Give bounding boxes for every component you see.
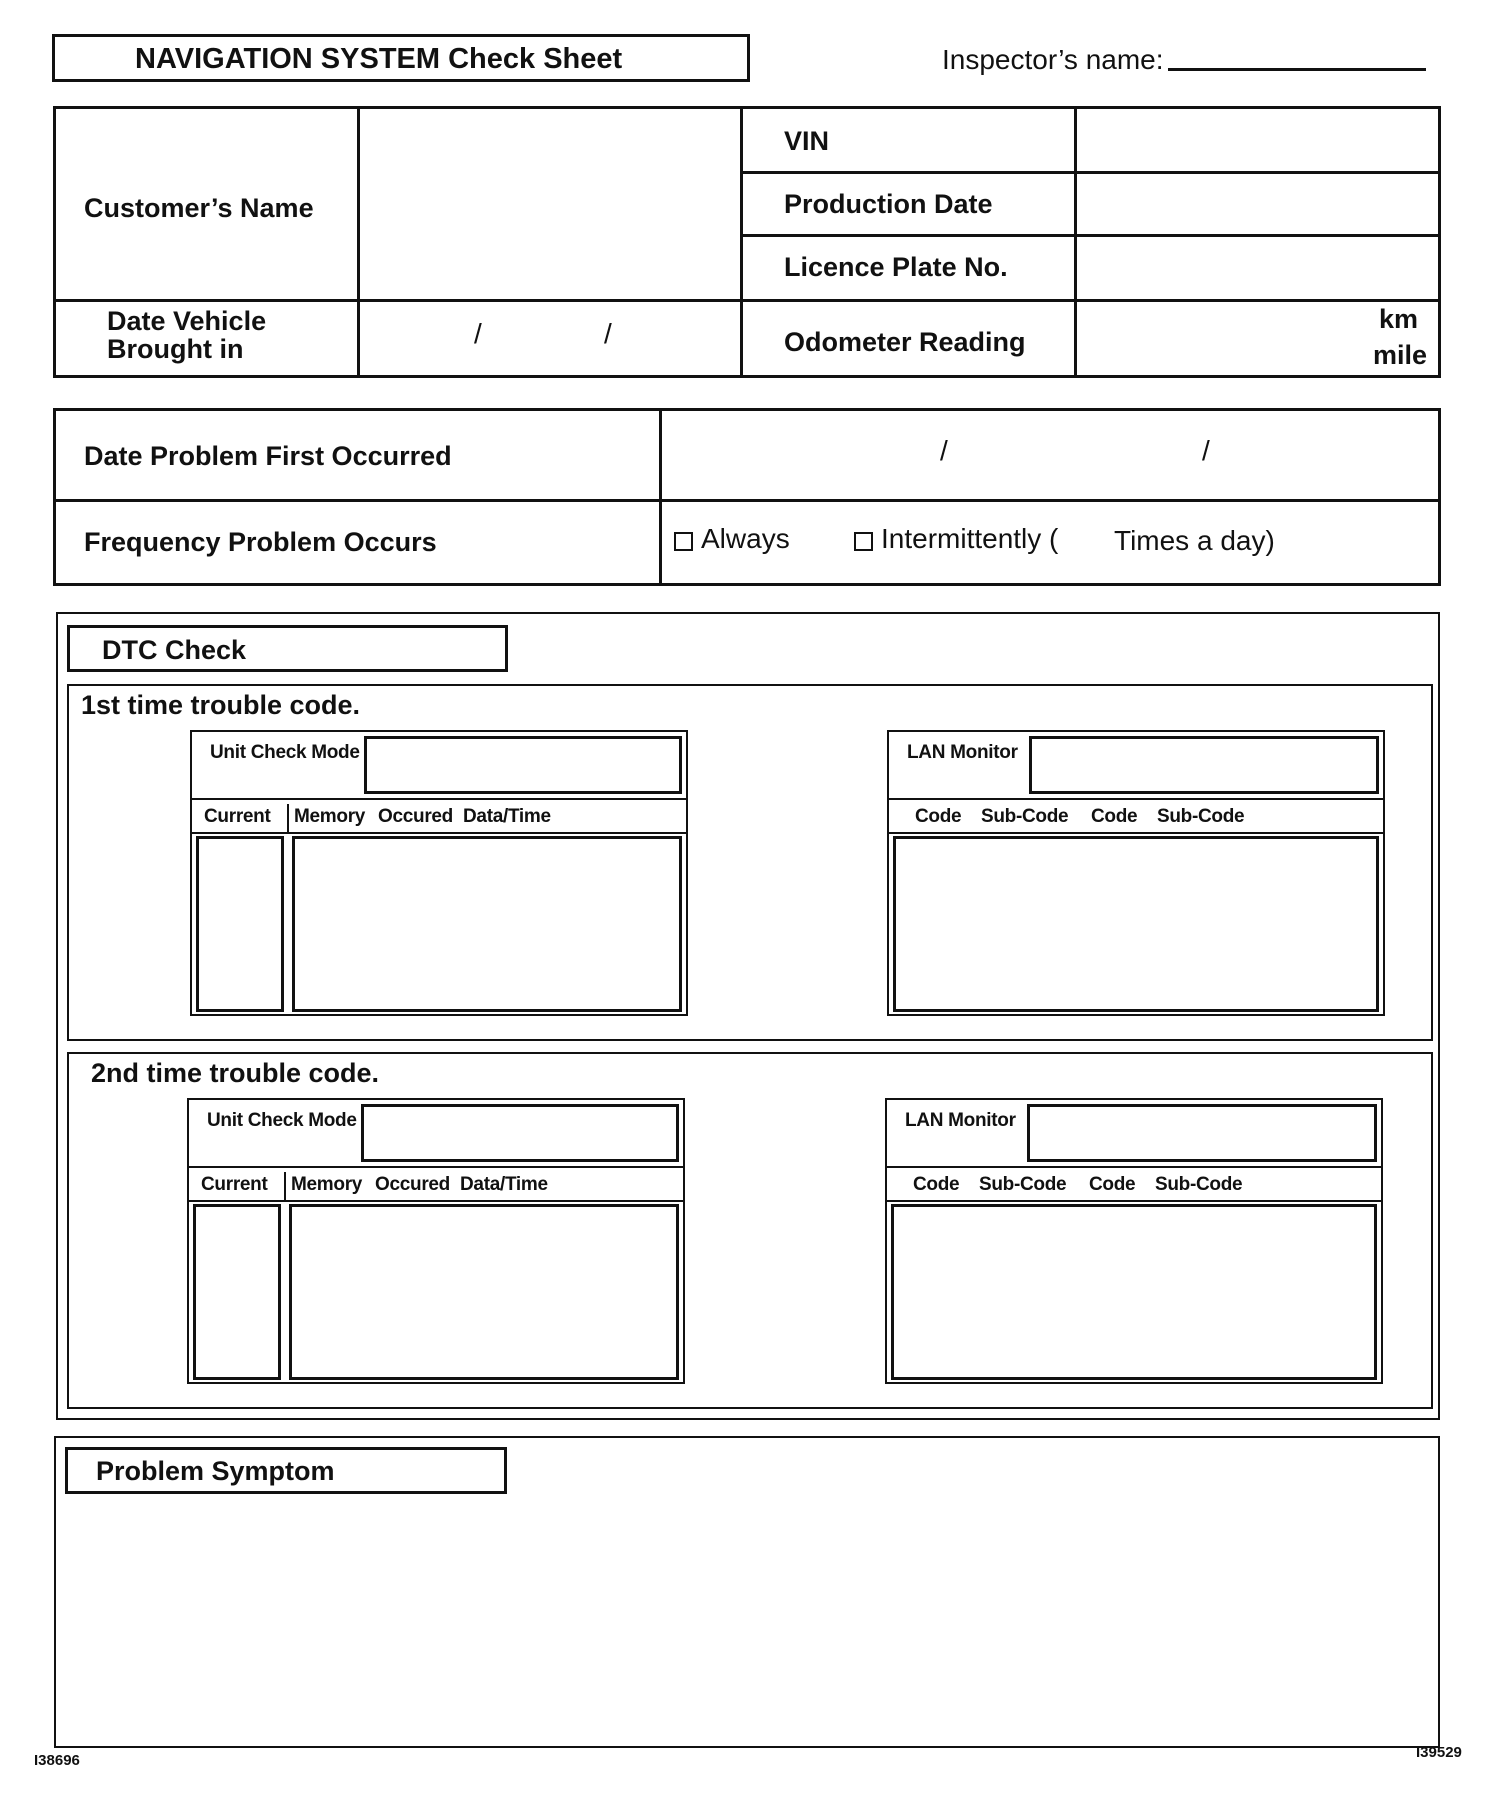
column-header: Occured (378, 806, 453, 827)
dtc-check-panel (56, 612, 1440, 1420)
lan-monitor-label: LAN Monitor (907, 742, 1018, 763)
lan-monitor-panel (885, 1098, 1383, 1384)
problem-symptom-field[interactable] (56, 1500, 1438, 1746)
vin-field[interactable] (1077, 109, 1438, 171)
problem-symptom-title-box (65, 1447, 507, 1494)
dtc-section-2 (67, 1052, 1433, 1409)
column-header: Code (1089, 1174, 1136, 1195)
unit-mile: mile (1373, 340, 1428, 370)
option-always[interactable] (674, 523, 790, 559)
date-brought-in-label-line2: Brought in (107, 334, 244, 364)
odometer-label: Odometer Reading (784, 327, 1026, 357)
vin-label: VIN (784, 126, 830, 156)
production-date-field[interactable] (1077, 174, 1438, 234)
times-a-day-label: Times a day) (1114, 525, 1275, 556)
inspector-label: Inspector’s name: (942, 44, 1164, 75)
customer-table (53, 106, 1441, 378)
column-header: Code (1091, 806, 1138, 827)
checkbox-icon[interactable] (854, 532, 873, 551)
customer-name-label: Customer’s Name (84, 193, 314, 223)
first-occurred-label: Date Problem First Occurred (84, 441, 452, 471)
current-code-field[interactable] (196, 836, 284, 1012)
lan-monitor-label: LAN Monitor (905, 1110, 1016, 1131)
title-box (52, 34, 750, 82)
option-intermittently[interactable] (854, 523, 1058, 559)
frequency-label: Frequency Problem Occurs (84, 527, 437, 557)
column-header: Code (915, 806, 962, 827)
page-title: NAVIGATION SYSTEM Check Sheet (135, 43, 623, 75)
lan-monitor-field[interactable] (1027, 1104, 1377, 1162)
column-header: Data/Time (463, 806, 551, 827)
figure-code-right: I39529 (1416, 1744, 1462, 1761)
memory-code-field[interactable] (289, 1204, 679, 1380)
dtc-title: DTC Check (102, 635, 247, 665)
lan-code-field[interactable] (893, 836, 1379, 1012)
current-code-field[interactable] (193, 1204, 281, 1380)
column-header: Current (201, 1174, 268, 1195)
problem-table (53, 408, 1441, 586)
lan-code-field[interactable] (891, 1204, 1377, 1380)
column-header: Memory (294, 806, 366, 827)
date-separator: / (474, 318, 482, 349)
production-date-label: Production Date (784, 189, 993, 219)
column-header: Code (913, 1174, 960, 1195)
date-separator: / (1202, 435, 1210, 466)
checkbox-icon[interactable] (674, 532, 693, 551)
unit-check-panel (187, 1098, 685, 1384)
dtc-section-1 (67, 684, 1433, 1041)
odometer-field[interactable] (1077, 302, 1438, 375)
column-header: Sub-Code (1157, 806, 1245, 827)
inspector-name-field[interactable] (1168, 68, 1426, 71)
section-title: 2nd time trouble code. (91, 1058, 380, 1088)
unit-km: km (1379, 304, 1419, 334)
date-brought-in-field[interactable] (360, 302, 740, 375)
unit-check-mode-label: Unit Check Mode (210, 742, 360, 763)
column-header: Occured (375, 1174, 450, 1195)
column-header: Memory (291, 1174, 363, 1195)
column-header: Sub-Code (979, 1174, 1067, 1195)
problem-symptom-title: Problem Symptom (96, 1456, 335, 1486)
problem-symptom-panel (54, 1436, 1440, 1748)
lan-monitor-panel (887, 730, 1385, 1016)
licence-plate-field[interactable] (1077, 237, 1438, 299)
first-occurred-field[interactable] (662, 411, 1438, 499)
column-header: Data/Time (460, 1174, 548, 1195)
unit-check-mode-label: Unit Check Mode (207, 1110, 357, 1131)
column-header: Current (204, 806, 271, 827)
column-header: Sub-Code (1155, 1174, 1243, 1195)
date-brought-in-label-line1: Date Vehicle (107, 306, 267, 336)
section-title: 1st time trouble code. (81, 690, 361, 720)
memory-code-field[interactable] (292, 836, 682, 1012)
date-separator: / (604, 318, 612, 349)
unit-check-panel (190, 730, 688, 1016)
unit-check-mode-field[interactable] (364, 736, 682, 794)
column-header: Sub-Code (981, 806, 1069, 827)
date-separator: / (940, 435, 948, 466)
option-intermittently-label: Intermittently ( (881, 523, 1059, 554)
lan-monitor-field[interactable] (1029, 736, 1379, 794)
licence-plate-label: Licence Plate No. (784, 252, 1008, 282)
unit-check-mode-field[interactable] (361, 1104, 679, 1162)
option-always-label: Always (701, 523, 790, 554)
figure-code-left: I38696 (34, 1752, 80, 1769)
dtc-title-box (67, 625, 508, 672)
customer-name-field[interactable] (360, 109, 740, 299)
